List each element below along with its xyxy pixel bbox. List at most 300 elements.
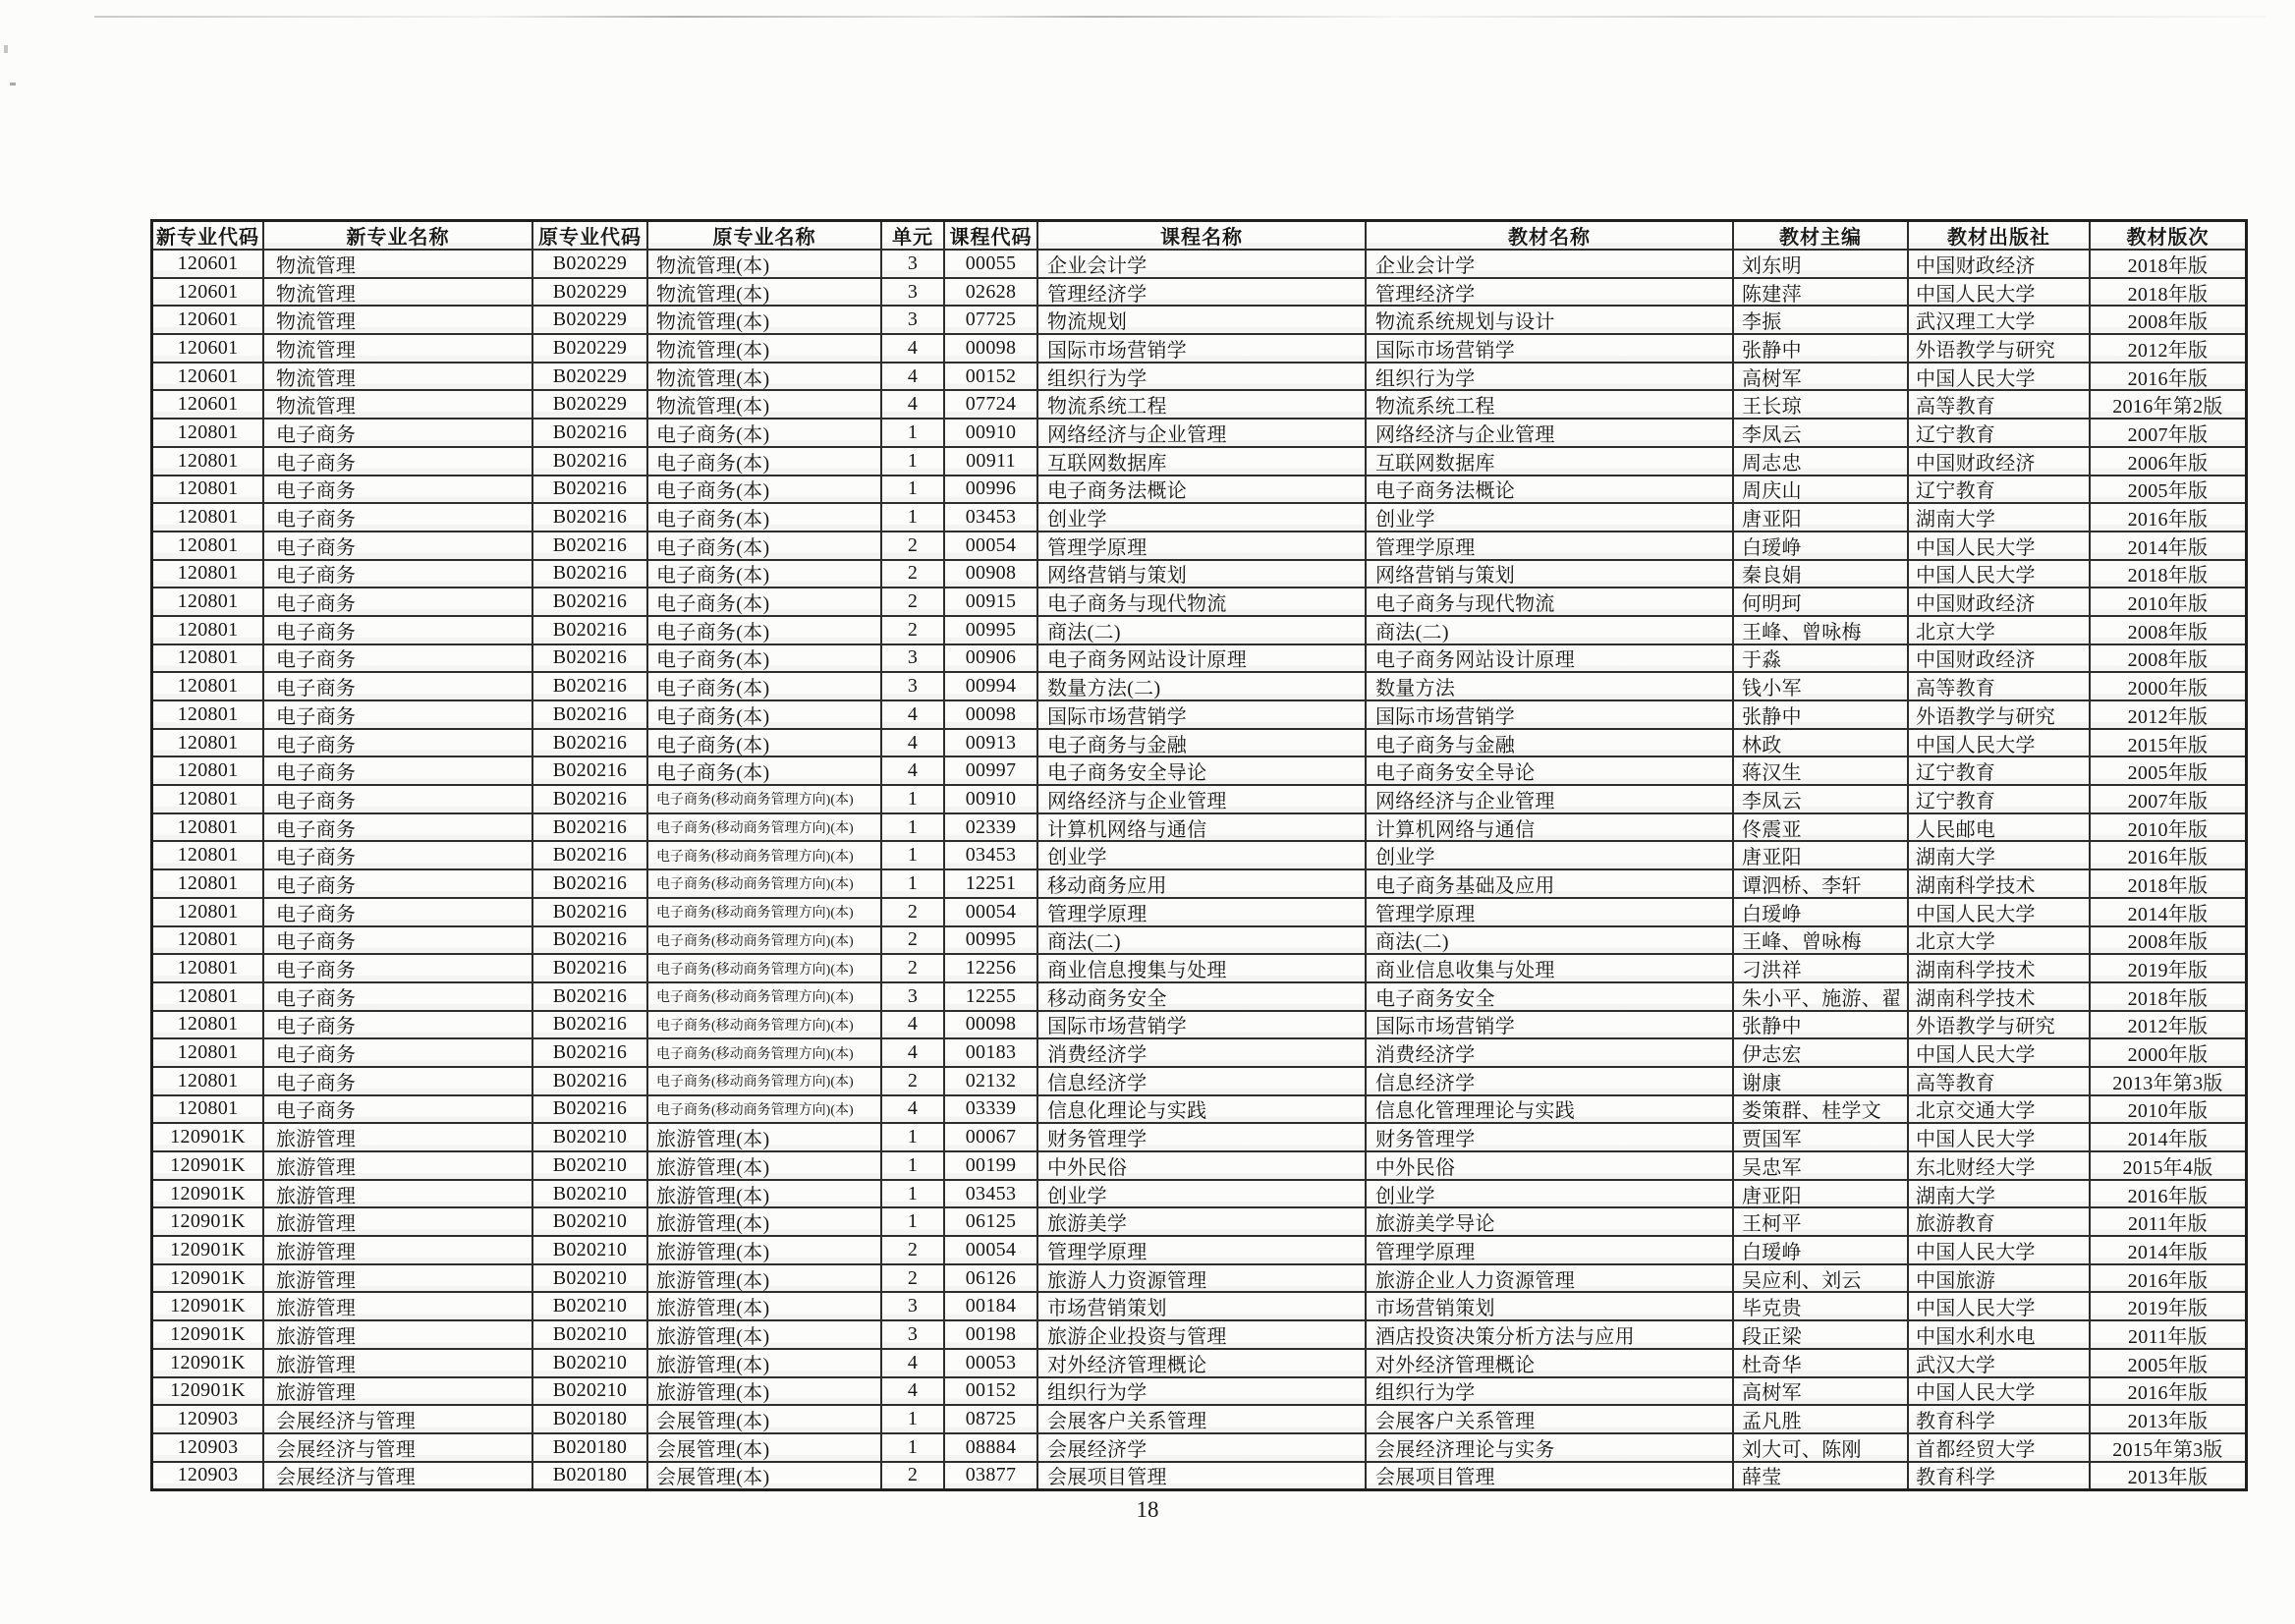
cell-unit: 1	[880, 1208, 943, 1235]
cell-new-major-code: 120801	[177, 1013, 239, 1036]
cell-old-major-name: 旅游管理(本)	[646, 1321, 880, 1348]
cell-new-major-code: 120901K	[170, 1266, 246, 1289]
cell-textbook-name: 会展经济理论与实务	[1365, 1434, 1732, 1461]
cell-textbook-name: 会展项目管理	[1365, 1463, 1732, 1489]
table-row	[153, 1066, 2245, 1094]
table-row	[153, 305, 2245, 333]
cell-textbook-edition: 2005年版	[2089, 757, 2245, 784]
cell-textbook-editor: 伊志宏	[1732, 1039, 1907, 1066]
table-row	[153, 1094, 2245, 1123]
cell-new-major-code: 120901K	[170, 1379, 246, 1402]
table-row	[153, 1235, 2245, 1263]
cell-new-major-name: 旅游管理	[262, 1124, 532, 1150]
cell-textbook-editor: 贾国军	[1732, 1124, 1907, 1150]
cell-course-code: 00996	[943, 476, 1036, 503]
cell-new-major-name: 电子商务	[262, 588, 532, 615]
cell-course-code: 00995	[943, 927, 1036, 954]
cell-textbook-editor: 高树军	[1732, 364, 1907, 390]
cell-unit: 4	[880, 1378, 943, 1405]
cell-old-major-name: 电子商务(本)	[646, 617, 880, 644]
cell-textbook-edition: 2014年版	[2089, 1124, 2245, 1150]
cell-textbook-edition: 2019年版	[2089, 955, 2245, 981]
cell-course-code: 00910	[943, 420, 1036, 446]
cell-course-code: 00183	[943, 1039, 1036, 1066]
cell-unit: 2	[880, 955, 943, 981]
cell-course-name: 电子商务与现代物流	[1036, 588, 1365, 615]
table-row	[153, 700, 2245, 728]
cell-textbook-publisher: 中国人民大学	[1907, 1039, 2089, 1066]
cell-old-major-code: B020210	[532, 1152, 646, 1179]
cell-textbook-publisher: 中国财政经济	[1907, 448, 2089, 475]
cell-textbook-editor: 朱小平、施游、翟	[1732, 983, 1907, 1010]
cell-textbook-name: 组织行为学	[1365, 364, 1732, 390]
cell-course-code: 00067	[943, 1124, 1036, 1150]
cell-course-name: 消费经济学	[1036, 1039, 1365, 1066]
cell-textbook-edition: 2008年版	[2089, 617, 2245, 644]
cell-unit: 1	[880, 420, 943, 446]
scan-artifact-speck	[4, 45, 8, 53]
table-row	[153, 953, 2245, 981]
cell-textbook-name: 创业学	[1365, 504, 1732, 531]
cell-unit: 4	[880, 391, 943, 418]
cell-course-name: 信息化理论与实践	[1036, 1096, 1365, 1123]
table-row	[153, 897, 2245, 925]
cell-old-major-name: 电子商务(移动商务管理方向)(本)	[646, 1012, 880, 1038]
cell-textbook-edition: 2000年版	[2089, 673, 2245, 700]
cell-old-major-code: B020229	[532, 364, 646, 390]
table-row	[153, 418, 2245, 446]
cell-course-name: 电子商务与金融	[1036, 730, 1365, 756]
cell-old-major-name: 电子商务(本)	[646, 448, 880, 475]
cell-new-major-code: 120601	[177, 308, 239, 331]
cell-course-code: 00199	[943, 1152, 1036, 1179]
cell-textbook-editor: 娄策群、桂学文	[1732, 1096, 1907, 1123]
cell-textbook-edition: 2018年版	[2089, 251, 2245, 277]
cell-textbook-name: 创业学	[1365, 1181, 1732, 1207]
cell-old-major-name: 电子商务(本)	[646, 504, 880, 531]
cell-new-major-code: 120801	[177, 984, 239, 1007]
cell-old-major-name: 电子商务(本)	[646, 561, 880, 588]
cell-unit: 2	[880, 617, 943, 644]
cell-textbook-editor: 秦良娟	[1732, 561, 1907, 588]
cell-unit: 2	[880, 561, 943, 588]
cell-textbook-name: 旅游美学导论	[1365, 1208, 1732, 1235]
cell-old-major-name: 电子商务(移动商务管理方向)(本)	[646, 870, 880, 897]
cell-course-name: 网络经济与企业管理	[1036, 786, 1365, 812]
cell-new-major-code: 120801	[177, 562, 239, 585]
table-row	[153, 1206, 2245, 1235]
cell-unit: 2	[880, 1237, 943, 1263]
cell-new-major-code: 120601	[177, 252, 239, 274]
cell-textbook-editor: 周庆山	[1732, 476, 1907, 503]
cell-course-code: 00908	[943, 561, 1036, 588]
table-row	[153, 1010, 2245, 1038]
cell-textbook-publisher: 中国人民大学	[1907, 899, 2089, 925]
cell-textbook-publisher: 中国财政经济	[1907, 588, 2089, 615]
cell-new-major-code: 120801	[177, 675, 239, 698]
cell-course-name: 创业学	[1036, 1181, 1365, 1207]
cell-textbook-edition: 2016年版	[2089, 842, 2245, 868]
cell-old-major-name: 物流管理(本)	[646, 364, 880, 390]
cell-textbook-editor: 陈建萍	[1732, 279, 1907, 306]
cell-unit: 3	[880, 251, 943, 277]
table-row	[153, 559, 2245, 588]
cell-course-name: 旅游人力资源管理	[1036, 1265, 1365, 1292]
cell-textbook-name: 组织行为学	[1365, 1378, 1732, 1405]
cell-old-major-code: B020210	[532, 1378, 646, 1405]
cell-new-major-code: 120801	[177, 477, 239, 500]
cell-new-major-code: 120801	[177, 618, 239, 641]
cell-unit: 1	[880, 504, 943, 531]
column-header-old-major-name: 原专业名称	[646, 222, 880, 249]
cell-course-code: 02132	[943, 1068, 1036, 1094]
cell-textbook-name: 信息经济学	[1365, 1068, 1732, 1094]
table-row	[153, 840, 2245, 868]
cell-textbook-name: 电子商务法概论	[1365, 476, 1732, 503]
cell-textbook-publisher: 外语教学与研究	[1907, 701, 2089, 728]
cell-course-code: 00910	[943, 786, 1036, 812]
cell-textbook-publisher: 高等教育	[1907, 673, 2089, 700]
cell-textbook-publisher: 湖南科学技术	[1907, 983, 2089, 1010]
cell-old-major-name: 电子商务(本)	[646, 757, 880, 784]
cell-course-code: 00915	[943, 588, 1036, 615]
cell-old-major-code: B020210	[532, 1350, 646, 1376]
cell-course-name: 旅游企业投资与管理	[1036, 1321, 1365, 1348]
cell-textbook-publisher: 中国财政经济	[1907, 251, 2089, 277]
cell-new-major-name: 电子商务	[262, 983, 532, 1010]
cell-old-major-code: B020216	[532, 617, 646, 644]
cell-textbook-edition: 2016年版	[2089, 504, 2245, 531]
cell-textbook-publisher: 辽宁教育	[1907, 476, 2089, 503]
cell-old-major-code: B020216	[532, 730, 646, 756]
cell-new-major-name: 电子商务	[262, 1039, 532, 1066]
table-row	[153, 812, 2245, 841]
scan-artifact-line	[94, 16, 2266, 18]
cell-unit: 3	[880, 1293, 943, 1319]
table-row	[153, 1404, 2245, 1432]
cell-textbook-edition: 2012年版	[2089, 701, 2245, 728]
column-header-course-code: 课程代码	[943, 222, 1036, 249]
cell-course-code: 07724	[943, 391, 1036, 418]
cell-textbook-publisher: 中国人民大学	[1907, 1293, 2089, 1319]
cell-textbook-edition: 2016年版	[2089, 1378, 2245, 1405]
cell-unit: 3	[880, 673, 943, 700]
cell-textbook-name: 网络经济与企业管理	[1365, 786, 1732, 812]
cell-unit: 2	[880, 1068, 943, 1094]
cell-course-code: 12251	[943, 870, 1036, 897]
cell-textbook-publisher: 湖南大学	[1907, 504, 2089, 531]
cell-textbook-name: 物流系统规划与设计	[1365, 307, 1732, 333]
cell-new-major-name: 电子商务	[262, 730, 532, 756]
cell-course-name: 创业学	[1036, 842, 1365, 868]
cell-old-major-code: B020210	[532, 1293, 646, 1319]
column-header-new-major-name: 新专业名称	[262, 222, 532, 249]
cell-textbook-edition: 2010年版	[2089, 814, 2245, 841]
cell-textbook-edition: 2006年版	[2089, 448, 2245, 475]
cell-unit: 2	[880, 588, 943, 615]
cell-textbook-editor: 刘大可、陈刚	[1732, 1434, 1907, 1461]
table-row	[153, 1263, 2245, 1292]
cell-textbook-publisher: 武汉大学	[1907, 1350, 2089, 1376]
cell-textbook-editor: 孟凡胜	[1732, 1406, 1907, 1432]
cell-textbook-publisher: 高等教育	[1907, 1068, 2089, 1094]
cell-course-code: 00054	[943, 532, 1036, 559]
cell-old-major-name: 旅游管理(本)	[646, 1378, 880, 1405]
cell-textbook-name: 国际市场营销学	[1365, 335, 1732, 362]
cell-textbook-name: 管理经济学	[1365, 279, 1732, 306]
cell-course-code: 00997	[943, 757, 1036, 784]
cell-new-major-name: 电子商务	[262, 476, 532, 503]
cell-old-major-name: 会展管理(本)	[646, 1406, 880, 1432]
cell-textbook-name: 物流系统工程	[1365, 391, 1732, 418]
cell-old-major-code: B020210	[532, 1181, 646, 1207]
cell-old-major-name: 物流管理(本)	[646, 391, 880, 418]
table-row	[153, 1348, 2245, 1376]
cell-new-major-code: 120801	[177, 590, 239, 613]
cell-textbook-publisher: 中国人民大学	[1907, 1237, 2089, 1263]
cell-new-major-code: 120801	[177, 900, 239, 923]
cell-new-major-name: 旅游管理	[262, 1237, 532, 1263]
cell-textbook-editor: 白瑷峥	[1732, 1237, 1907, 1263]
cell-new-major-name: 电子商务	[262, 757, 532, 784]
cell-old-major-name: 电子商务(移动商务管理方向)(本)	[646, 983, 880, 1010]
cell-unit: 4	[880, 335, 943, 362]
table-row	[153, 1291, 2245, 1319]
cell-new-major-name: 电子商务	[262, 701, 532, 728]
cell-old-major-code: B020229	[532, 279, 646, 306]
cell-textbook-name: 消费经济学	[1365, 1039, 1732, 1066]
cell-old-major-name: 会展管理(本)	[646, 1434, 880, 1461]
cell-unit: 4	[880, 1039, 943, 1066]
cell-new-major-name: 物流管理	[262, 391, 532, 418]
cell-new-major-name: 电子商务	[262, 504, 532, 531]
cell-old-major-name: 旅游管理(本)	[646, 1265, 880, 1292]
cell-old-major-code: B020180	[532, 1434, 646, 1461]
cell-new-major-code: 120801	[177, 702, 239, 725]
cell-textbook-edition: 2016年版	[2089, 1265, 2245, 1292]
table-row	[153, 249, 2245, 277]
cell-new-major-name: 电子商务	[262, 842, 532, 868]
cell-textbook-editor: 谢康	[1732, 1068, 1907, 1094]
cell-course-name: 数量方法(二)	[1036, 673, 1365, 700]
cell-course-code: 12255	[943, 983, 1036, 1010]
table-row	[153, 475, 2245, 503]
cell-old-major-code: B020216	[532, 983, 646, 1010]
cell-old-major-code: B020216	[532, 927, 646, 954]
cell-textbook-publisher: 中国人民大学	[1907, 561, 2089, 588]
cell-old-major-code: B020216	[532, 532, 646, 559]
cell-unit: 1	[880, 814, 943, 841]
cell-new-major-code: 120801	[177, 1097, 239, 1120]
cell-old-major-code: B020210	[532, 1321, 646, 1348]
cell-old-major-name: 电子商务(移动商务管理方向)(本)	[646, 842, 880, 868]
cell-old-major-code: B020216	[532, 1068, 646, 1094]
cell-course-code: 03877	[943, 1463, 1036, 1489]
cell-new-major-name: 旅游管理	[262, 1181, 532, 1207]
cell-course-name: 管理学原理	[1036, 1237, 1365, 1263]
cell-old-major-name: 电子商务(本)	[646, 645, 880, 672]
cell-unit: 3	[880, 279, 943, 306]
cell-unit: 1	[880, 1406, 943, 1432]
cell-course-name: 移动商务安全	[1036, 983, 1365, 1010]
cell-textbook-name: 网络营销与策划	[1365, 561, 1732, 588]
cell-textbook-editor: 李振	[1732, 307, 1907, 333]
page-number: 18	[1136, 1497, 1159, 1522]
cell-old-major-name: 旅游管理(本)	[646, 1181, 880, 1207]
cell-textbook-editor: 张静中	[1732, 335, 1907, 362]
cell-textbook-publisher: 湖南科学技术	[1907, 955, 2089, 981]
cell-course-name: 对外经济管理概论	[1036, 1350, 1365, 1376]
cell-old-major-code: B020216	[532, 1039, 646, 1066]
cell-old-major-code: B020216	[532, 476, 646, 503]
cell-unit: 1	[880, 476, 943, 503]
cell-textbook-edition: 2007年版	[2089, 420, 2245, 446]
cell-new-major-code: 120801	[177, 449, 239, 472]
cell-old-major-code: B020216	[532, 588, 646, 615]
cell-course-name: 会展项目管理	[1036, 1463, 1365, 1489]
cell-old-major-code: B020216	[532, 645, 646, 672]
cell-textbook-publisher: 中国水利水电	[1907, 1321, 2089, 1348]
cell-course-code: 08725	[943, 1406, 1036, 1432]
cell-textbook-name: 财务管理学	[1365, 1124, 1732, 1150]
cell-textbook-publisher: 人民邮电	[1907, 814, 2089, 841]
cell-textbook-editor: 李凤云	[1732, 420, 1907, 446]
cell-old-major-code: B020216	[532, 673, 646, 700]
cell-new-major-code: 120903	[177, 1435, 239, 1458]
cell-textbook-edition: 2018年版	[2089, 561, 2245, 588]
cell-old-major-name: 电子商务(移动商务管理方向)(本)	[646, 899, 880, 925]
cell-new-major-code: 120801	[177, 533, 239, 556]
column-header-textbook-edition: 教材版次	[2089, 222, 2245, 249]
table-row	[153, 1376, 2245, 1405]
cell-new-major-name: 电子商务	[262, 561, 532, 588]
cell-textbook-name: 互联网数据库	[1365, 448, 1732, 475]
cell-old-major-code: B020216	[532, 561, 646, 588]
cell-textbook-publisher: 中国人民大学	[1907, 730, 2089, 756]
cell-old-major-name: 旅游管理(本)	[646, 1350, 880, 1376]
cell-new-major-code: 120801	[177, 731, 239, 754]
cell-old-major-code: B020216	[532, 899, 646, 925]
cell-new-major-code: 120601	[177, 336, 239, 359]
cell-old-major-code: B020210	[532, 1208, 646, 1235]
cell-textbook-publisher: 东北财经大学	[1907, 1152, 2089, 1179]
cell-new-major-code: 120801	[177, 506, 239, 529]
cell-textbook-name: 网络经济与企业管理	[1365, 420, 1732, 446]
cell-textbook-publisher: 北京交通大学	[1907, 1096, 2089, 1123]
cell-textbook-edition: 2016年版	[2089, 1181, 2245, 1207]
cell-textbook-editor: 王长琼	[1732, 391, 1907, 418]
cell-textbook-editor: 吴忠军	[1732, 1152, 1907, 1179]
cell-old-major-code: B020229	[532, 391, 646, 418]
cell-textbook-name: 信息化管理理论与实践	[1365, 1096, 1732, 1123]
cell-textbook-name: 国际市场营销学	[1365, 1012, 1732, 1038]
cell-new-major-code: 120901K	[170, 1322, 246, 1345]
cell-textbook-publisher: 湖南科学技术	[1907, 870, 2089, 897]
cell-old-major-name: 会展管理(本)	[646, 1463, 880, 1489]
cell-textbook-name: 旅游企业人力资源管理	[1365, 1265, 1732, 1292]
cell-textbook-name: 市场营销策划	[1365, 1293, 1732, 1319]
table-row	[153, 981, 2245, 1010]
cell-old-major-code: B020210	[532, 1265, 646, 1292]
cell-course-name: 物流规划	[1036, 307, 1365, 333]
cell-textbook-editor: 刘东明	[1732, 251, 1907, 277]
cell-course-name: 互联网数据库	[1036, 448, 1365, 475]
cell-course-code: 00911	[943, 448, 1036, 475]
cell-course-code: 03453	[943, 1181, 1036, 1207]
cell-textbook-name: 酒店投资决策分析方法与应用	[1365, 1321, 1732, 1348]
table-row	[153, 925, 2245, 954]
cell-textbook-edition: 2012年版	[2089, 1012, 2245, 1038]
cell-old-major-code: B020229	[532, 251, 646, 277]
cell-old-major-code: B020229	[532, 335, 646, 362]
cell-new-major-name: 电子商务	[262, 870, 532, 897]
table-row	[153, 644, 2245, 672]
cell-new-major-name: 电子商务	[262, 532, 532, 559]
cell-textbook-editor: 张静中	[1732, 1012, 1907, 1038]
cell-old-major-code: B020180	[532, 1463, 646, 1489]
cell-textbook-publisher: 辽宁教育	[1907, 786, 2089, 812]
cell-course-name: 计算机网络与通信	[1036, 814, 1365, 841]
cell-textbook-editor: 薛莹	[1732, 1463, 1907, 1489]
cell-course-name: 国际市场营销学	[1036, 1012, 1365, 1038]
cell-textbook-edition: 2013年版	[2089, 1406, 2245, 1432]
cell-textbook-editor: 吴应利、刘云	[1732, 1265, 1907, 1292]
cell-textbook-edition: 2013年版	[2089, 1463, 2245, 1489]
cell-textbook-edition: 2008年版	[2089, 927, 2245, 954]
cell-course-name: 国际市场营销学	[1036, 701, 1365, 728]
cell-textbook-name: 电子商务与现代物流	[1365, 588, 1732, 615]
cell-old-major-code: B020216	[532, 504, 646, 531]
cell-new-major-name: 电子商务	[262, 927, 532, 954]
cell-new-major-name: 旅游管理	[262, 1152, 532, 1179]
cell-textbook-edition: 2013年第3版	[2089, 1068, 2245, 1094]
table-row	[153, 1037, 2245, 1066]
cell-old-major-name: 电子商务(移动商务管理方向)(本)	[646, 1096, 880, 1123]
cell-textbook-edition: 2011年版	[2089, 1321, 2245, 1348]
cell-course-name: 会展经济学	[1036, 1434, 1365, 1461]
cell-new-major-name: 旅游管理	[262, 1350, 532, 1376]
cell-unit: 1	[880, 1152, 943, 1179]
column-header-unit: 单元	[880, 222, 943, 249]
cell-textbook-publisher: 中国人民大学	[1907, 532, 2089, 559]
cell-textbook-publisher: 教育科学	[1907, 1406, 2089, 1432]
cell-old-major-name: 电子商务(移动商务管理方向)(本)	[646, 955, 880, 981]
table-row	[153, 531, 2245, 559]
cell-new-major-code: 120601	[177, 280, 239, 303]
cell-old-major-code: B020216	[532, 420, 646, 446]
cell-textbook-publisher: 高等教育	[1907, 391, 2089, 418]
cell-textbook-name: 数量方法	[1365, 673, 1732, 700]
cell-textbook-edition: 2015年第3版	[2089, 1434, 2245, 1461]
cell-textbook-editor: 高树军	[1732, 1378, 1907, 1405]
cell-course-code: 03339	[943, 1096, 1036, 1123]
cell-unit: 2	[880, 532, 943, 559]
cell-textbook-edition: 2007年版	[2089, 786, 2245, 812]
cell-textbook-editor: 白瑷峥	[1732, 532, 1907, 559]
cell-unit: 2	[880, 899, 943, 925]
cell-course-name: 网络经济与企业管理	[1036, 420, 1365, 446]
cell-unit: 4	[880, 364, 943, 390]
cell-new-major-code: 120801	[177, 871, 239, 894]
cell-unit: 3	[880, 645, 943, 672]
cell-unit: 3	[880, 983, 943, 1010]
cell-course-name: 电子商务法概论	[1036, 476, 1365, 503]
table-row	[153, 756, 2245, 784]
cell-new-major-name: 电子商务	[262, 899, 532, 925]
cell-course-name: 商法(二)	[1036, 617, 1365, 644]
cell-course-code: 02628	[943, 279, 1036, 306]
cell-textbook-name: 管理学原理	[1365, 532, 1732, 559]
